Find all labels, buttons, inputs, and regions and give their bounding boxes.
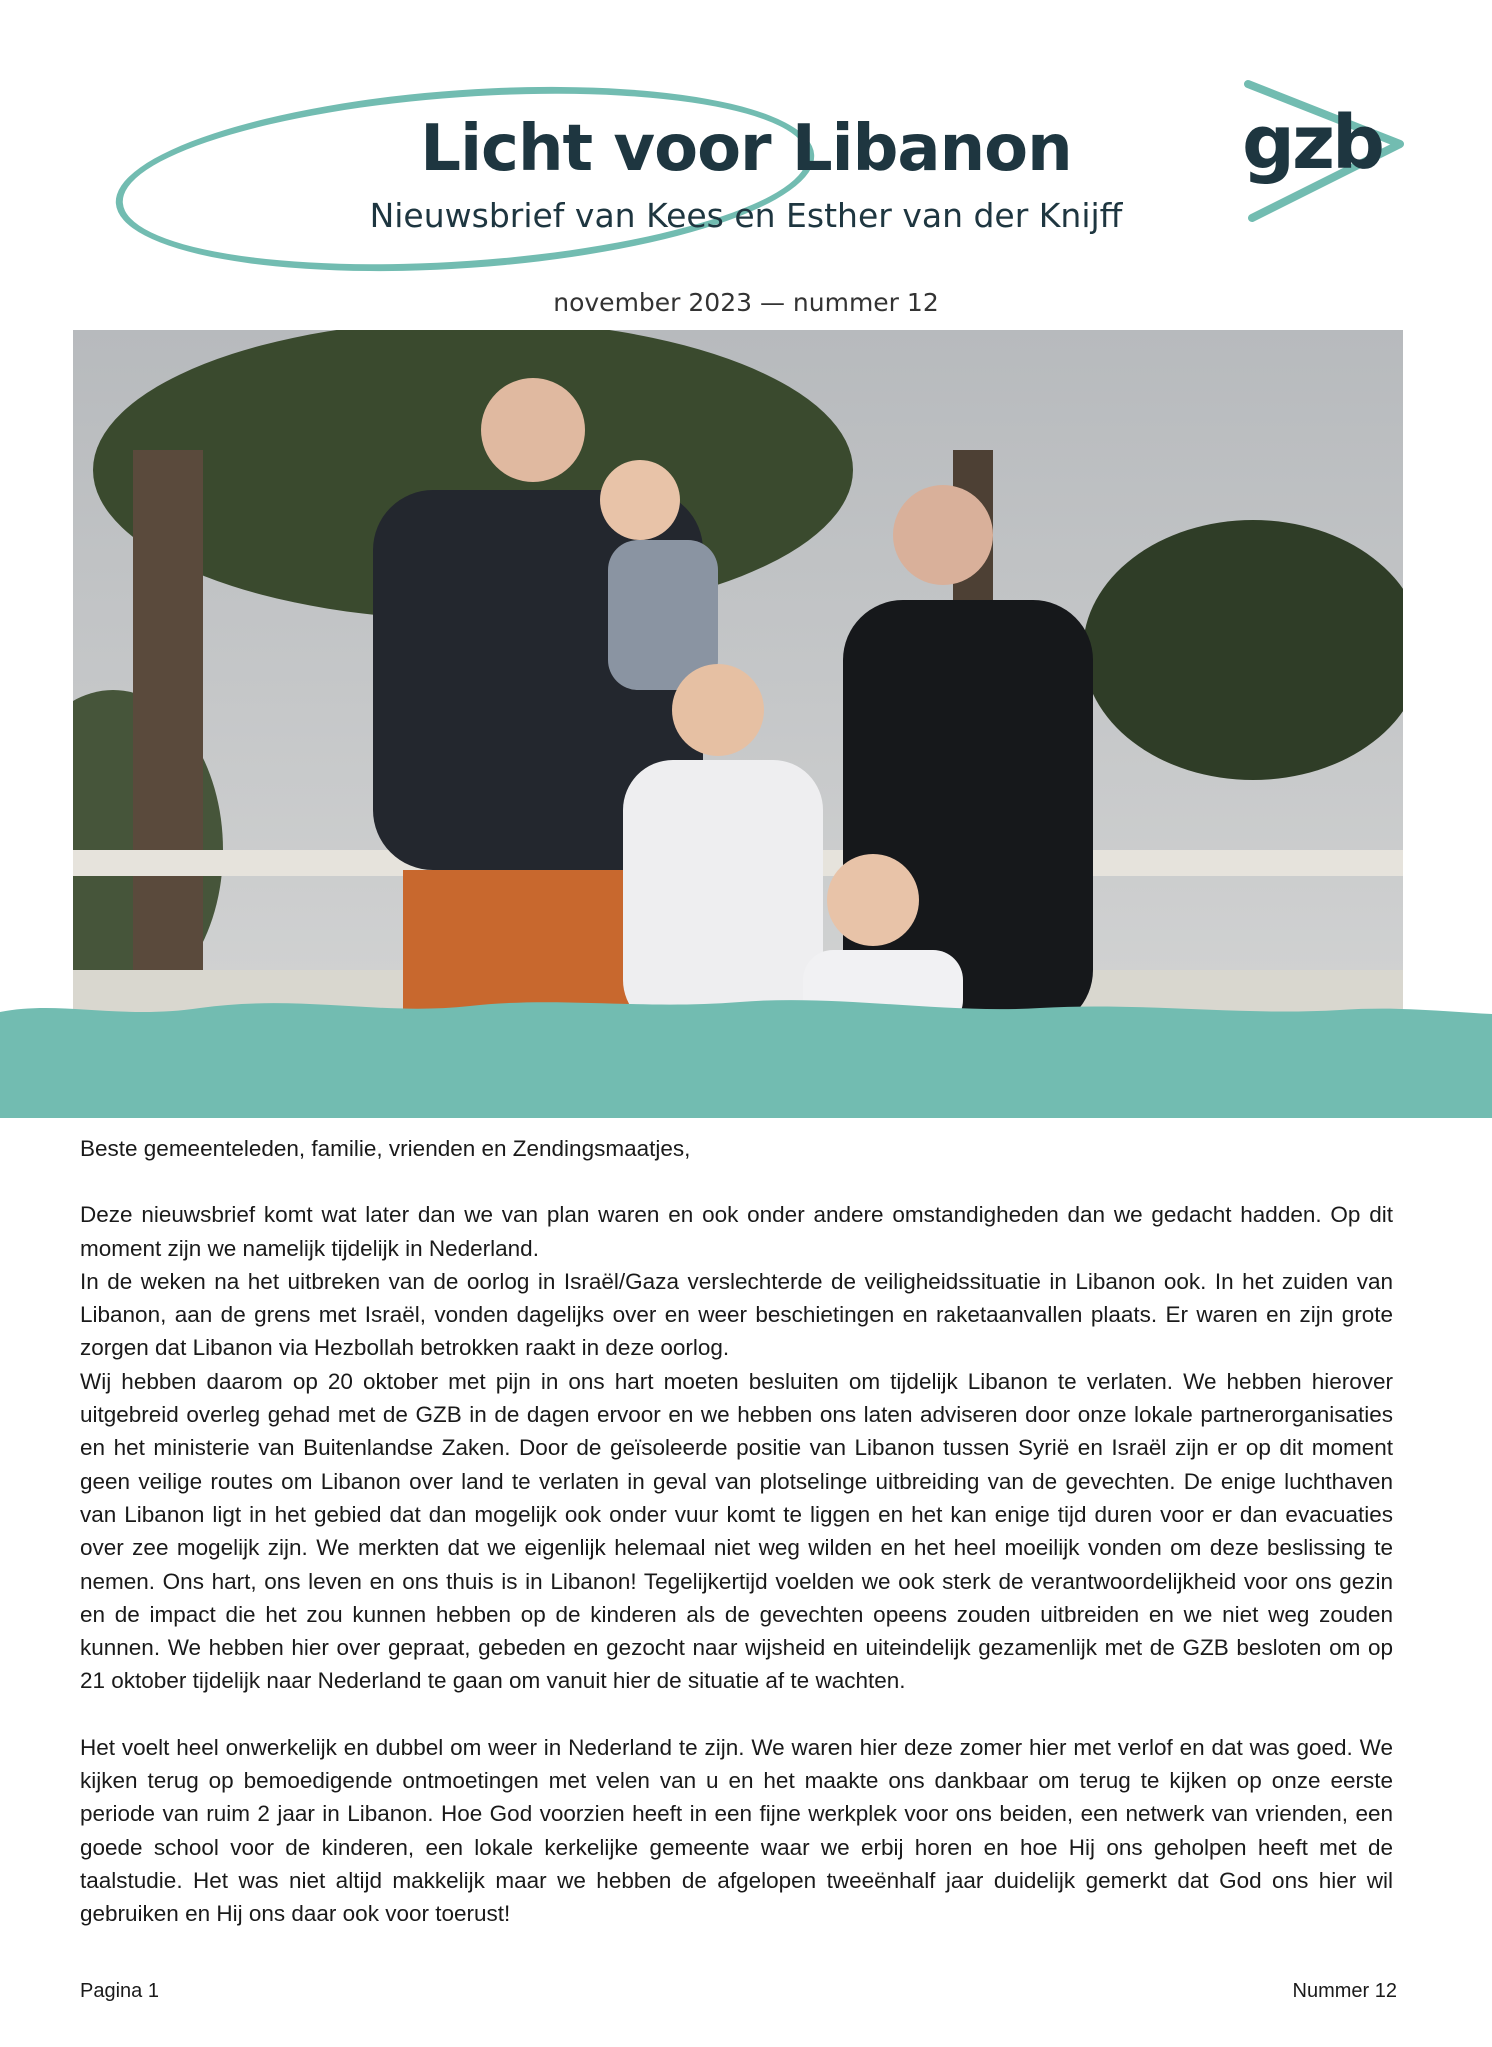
letter-paragraph: Het voelt heel onwerkelijk en dubbel om weer in Nederland te zijn. We waren hier deze zomer hier met verlof en dat was goed. We kijken terug op bemoedigende ontmoetingen met velen van u en het maakte ons dankbaar om terug te kijken op onze eerste periode van ruim 2 jaar in Libanon. Hoe God voorzien heeft in een fijne werkplek voor ons beiden, een netwerk van vrienden, een goede school voor de kinderen, een lokale kerkelijke gemeente waar we erbij horen en hoe Hij ons geholpen heeft met de taalstudie. Het was niet altijd makkelijk maar we hebben de afgelopen tweeënhalf jaar duidelijk gemerkt dat God ons hier wil gebruiken en Hij ons daar ook voor toerust! [80, 1734, 1393, 1927]
letter-salutation: Beste gemeenteleden, familie, vrienden en Zendingsmaatjes, [80, 1136, 691, 1161]
letter-paragraph: Wij hebben daarom op 20 oktober met pijn in ons hart moeten besluiten om tijdelijk Libanon te verlaten. We hebben hierover uitgebreid overleg gehad met de GZB in de dagen ervoor en we hebben ons laten adviseren door onze lokale partnerorganisaties en het ministerie van Buitenlandse Zaken. Door de geïsoleerde positie van Libanon tussen Syrië en Israël zijn er op dit moment geen veilige routes om Libanon over land te verlaten in geval van plotselinge uitbreiding van de gevechten. De enige luchthaven van Libanon ligt in het gebied dat dan mogelijk ook onder vuur komt te liggen en het kan enige tijd duren voor er dan evacuaties over zee mogelijk zijn. We merkten dat we eigenlijk helemaal niet weg wilden en het heel moeilijk vonden om deze beslissing te nemen. Ons hart, ons leven en ons thuis is in Libanon! Tegelijkertijd voelden we ook sterk de verantwoordelijkheid voor ons gezin en de impact die het zou kunnen hebben op de kinderen als de gevechten opeens zouden uitbreiden en we niet weg zouden kunnen. We hebben hier over gepraat, gebeden en gezocht naar wijsheid en uiteindelijk gezamenlijk met de GZB besloten om op 21 oktober tijdelijk naar Nederland te gaan om vanuit hier de situatie af te wachten. [80, 1368, 1393, 1694]
family-photo-icon [73, 330, 1403, 1030]
issue-number: Nummer 12 [1292, 1980, 1397, 2002]
family-photo [73, 330, 1403, 1030]
newsletter-title: Licht voor Libanon [420, 112, 1072, 186]
letter-paragraph: In de weken na het uitbreken van de oorlog in Israël/Gaza verslechterde de veiligheidssituatie in Libanon ook. In het zuiden van Libanon, aan de grens met Israël, vonden dagelijks over en weer beschietingen en raketaanvallen plaats. Er waren en zijn grote zorgen dat Libanon via Hezbollah betrokken raakt in deze oorlog. [80, 1268, 1393, 1361]
newsletter-header [0, 0, 1492, 320]
newsletter-subtitle: Nieuwsbrief van Kees en Esther van der Knijff [369, 196, 1123, 235]
gzb-logo [1230, 72, 1410, 232]
logo-text: gzb [1242, 100, 1383, 186]
issue-line: november 2023 — nummer 12 [553, 288, 939, 317]
page-number: Pagina 1 [80, 1980, 159, 2002]
letter-body [80, 1132, 1393, 1931]
teal-wave-band [0, 990, 1492, 1118]
letter-paragraph: Deze nieuwsbrief komt wat later dan we van plan waren en ook onder andere omstandigheden dan we gedacht hadden. Op dit moment zijn we namelijk tijdelijk in Nederland. [80, 1202, 1393, 1261]
